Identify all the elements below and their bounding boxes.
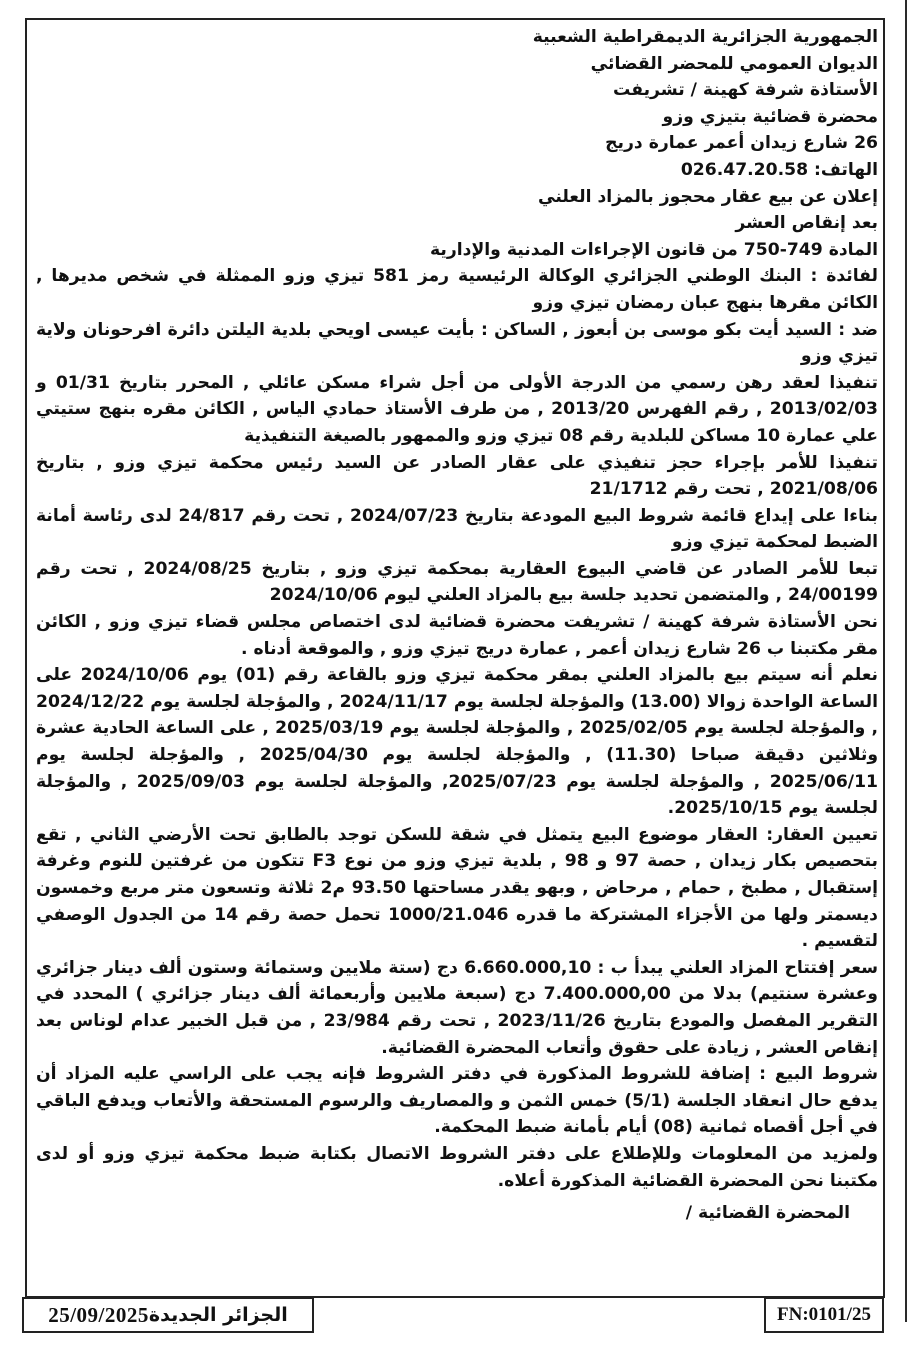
paragraph-execution-order: تنفيذا للأمر بإجراء حجز تنفيذي على عقار الصادر عن السيد رئيس محكمة تيزي وزو , بتاريخ 2021/08/06 , تحت رقم 21/1712 <box>36 452 878 500</box>
paragraph-more-info: ولمزيد من المعلومات وللإطلاع على دفتر الشروط الاتصال بكتابة ضبط محكمة تيزي وزو أو لدى مكتبنا نحن المحضرة القضائية المذكورة أعلاه. <box>36 1143 878 1191</box>
newspaper-name: الجزائر الجديدة <box>148 1304 288 1326</box>
header-republic: الجمهورية الجزائرية الديمقراطية الشعبية <box>532 27 878 47</box>
paragraph-sale-schedule: نعلم أنه سيتم بيع بالمزاد العلني بمقر محكمة تيزي وزو بالقاعة رقم (01) يوم 2024/10/06 على الساعة الواحدة زوالا (13.00) والمؤجلة لجلسة يوم 2024/11/17 , والمؤجلة لجلسة يوم 2024/12/22 , والمؤجلة لجلسة يوم 2025/02/05 , والمؤجلة لجلسة يوم 2025/03/19 , على الساعة الحادية عشرة وثلاثين دقيقة صباحا (11.30) , والمؤجلة لجلسة يوم 2025/04/30 , والمؤجلة لجلسة يوم 2025/06/11 , والمؤجلة لجلسة يوم 2025/07/23, والمؤجلة لجلسة يوم 2025/09/03 , والمؤجلة لجلسة يوم 2025/10/15. <box>36 665 879 819</box>
paragraph-property-description: تعيين العقار: العقار موضوع البيع يتمثل في شقة للسكن توجد بالطابق تحت الأرضي الثاني , تقع بتحصيص بكار زيدان , حصة 97 و 98 , بلدية تيزي وزو من نوع F3 تتكون من غرفتين للنوم وغرفة إستقبال , مطبخ , حمام , مرحاض , وبهو يقدر مساحتها 93.50 م2 ثلاثة وتسعون متر مربع وخمسون ديسمتر ولها من الأجزاء المشتركة ما قدره 1000/21.046 تحمل حصة رقم 14 من الجدول الوصفي لتقسيم . <box>36 824 879 952</box>
paragraph-sale-conditions: شروط البيع : إضافة للشروط المذكورة في دفتر الشروط فإنه يجب على الراسي عليه المزاد أن يدفع حال انعقاد الجلسة (5/1) خمس الثمن و والمصاريف والرسوم المستحقة والأتعاب ويدفع الباقي في أجل أقصاه ثمانية (08) أيام بأمانة ضبط المحكمة. <box>36 1064 878 1138</box>
header-address: 26 شارع زيدان أعمر عمارة دريج <box>605 133 878 154</box>
paragraph-execution-contract: تنفيذا لعقد رهن رسمي من الدرجة الأولى من أجل شراء مسكن عائلي , المحرر بتاريخ 01/31 و 2013/02/03 , رقم الفهرس 2013/20 , من طرف الأستاذ حمادي الياس , الكائن مقره بنهج ستيتي علي عمارة 10 مساكن للبلدية رقم 08 تيزي وزو والممهور بالصيغة التنفيذية <box>36 372 879 446</box>
notice-subtitle: بعد إنقاص العشر <box>735 213 878 234</box>
signature-line: المحضرة القضائية / <box>685 1203 850 1224</box>
paragraph-we-bailiff: نحن الأستاذة شرفة كهينة / تشريفت محضرة قضائية لدى اختصاص مجلس قضاء تيزي وزو , الكائن مقر مكتبنا ب 26 شارع زيدان أعمر , عمارة دريج تيزي وزو , والموقعة أدناه . <box>36 612 878 659</box>
header-bailiff-name: الأستاذة شرفة كهينة / تشريفت <box>613 80 878 101</box>
right-margin-rule <box>905 0 907 1322</box>
header-phone: الهاتف: 026.47.20.58 <box>680 159 878 180</box>
notice-content <box>36 24 878 1227</box>
paragraph-beneficiary: لفائدة : البنك الوطني الجزائري الوكالة الرئيسية رمز 581 تيزي وزو الممثلة في شخص مديرها , الكائن مقرها بنهج عبان رمضان تيزي وزو <box>36 266 879 313</box>
header-office-location: محضرة قضائية بتيزي وزو <box>662 106 878 127</box>
paragraph-opening-price: سعر إفتتاح المزاد العلني يبدأ ب : 6.660.000,10 دج (ستة ملايين وستمائة وستون ألف دينار جزائري وعشرة سنتيم) بدلا من 7.400.000,00 دج (سبعة ملايين وأربعمائة ألف دينار جزائري ) المحدد في التقرير المفصل والمودع بتاريخ 2023/11/26 , تحت رقم 23/984 , من قبل الخبير عدام لوناس بعد إنقاص العشر , زيادة على حقوق وأتعاب المحضرة القضائية. <box>36 957 879 1058</box>
header-office: الديوان العمومي للمحضر القضائي <box>590 53 878 74</box>
paragraph-against: ضد : السيد أيت بكو موسى بن أبعوز , الساكن : بأيت عيسى اويحي بلدية اليلتن دائرة افرحونان ولاية تيزي وزو <box>36 319 878 367</box>
file-number-box <box>764 1297 884 1333</box>
notice-title: إعلان عن بيع عقار محجوز بالمزاد العلني <box>538 186 878 207</box>
paragraph-judge-order: تبعا للأمر الصادر عن قاضي البيوع العقارية بمحكمة تيزي وزو , بتاريخ 2024/08/25 , تحت رقم 24/00199 , والمتضمن تحديد جلسة بيع بالمزاد العلني ليوم 2024/10/06 <box>36 558 878 606</box>
newspaper-date-box <box>22 1297 314 1333</box>
file-number: FN:0101/25 <box>777 1304 871 1325</box>
newspaper-date: 25/09/2025 <box>48 1302 149 1327</box>
paragraph-conditions-deposit: بناءا على إيداع قائمة شروط البيع المودعة بتاريخ 2024/07/23 , تحت رقم 24/817 لدى رئاسة أمانة الضبط لمحكمة تيزي وزو <box>36 505 878 553</box>
legal-reference: المادة 749-750 من قانون الإجراءات المدنية والإدارية <box>430 239 878 260</box>
